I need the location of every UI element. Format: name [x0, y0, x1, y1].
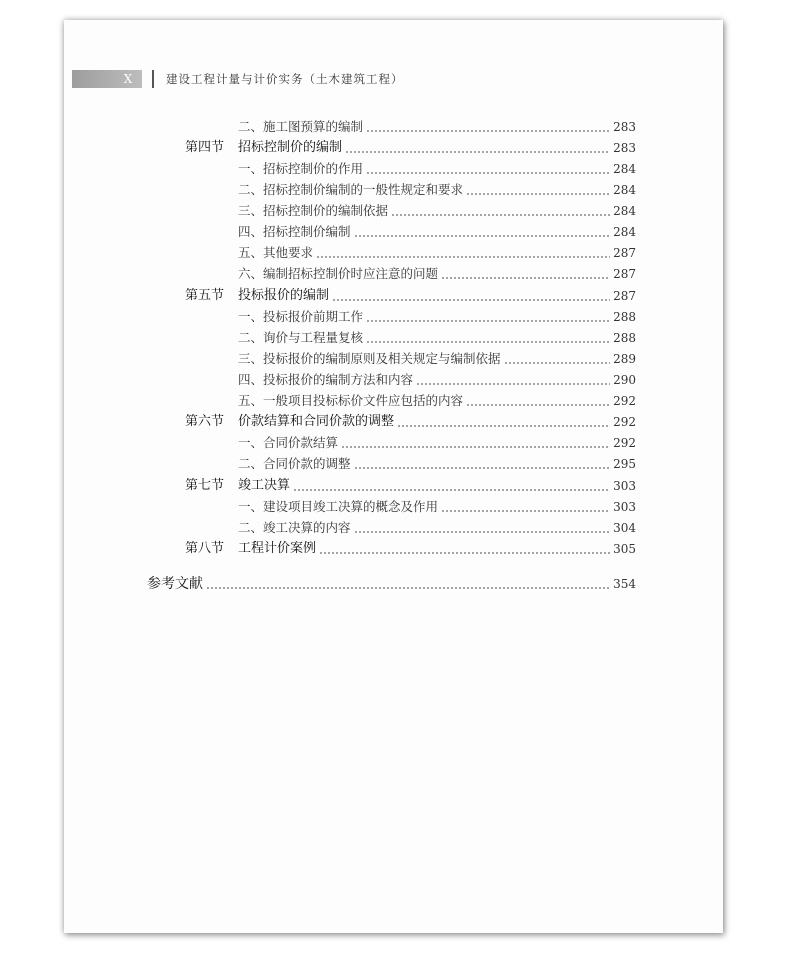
dot-leader — [332, 299, 610, 301]
toc-page-number: 283 — [613, 120, 636, 134]
toc-entry-title: 六、编制招标控制价时应注意的问题 — [238, 266, 439, 281]
dot-leader — [319, 552, 610, 554]
toc-page-number: 354 — [613, 577, 636, 591]
toc-page-number: 289 — [613, 352, 636, 366]
dot-leader — [345, 151, 610, 153]
toc-page-number: 287 — [613, 246, 636, 260]
toc-entry[interactable] — [238, 498, 636, 516]
toc-references[interactable] — [147, 575, 636, 593]
dot-leader — [466, 404, 610, 406]
dot-leader — [366, 341, 610, 343]
toc-entry[interactable] — [238, 455, 636, 473]
dot-leader — [316, 256, 610, 258]
dot-leader — [416, 383, 610, 385]
section-number: 第七节 — [185, 478, 225, 493]
toc-page-number: 303 — [613, 500, 636, 514]
toc-section[interactable] — [185, 540, 636, 558]
toc-entry-title: 二、招标控制价编制的一般性规定和要求 — [238, 182, 464, 197]
toc-entry-title: 一、招标控制价的作用 — [238, 161, 364, 176]
toc-page-number: 292 — [613, 436, 636, 450]
header-divider — [152, 70, 154, 88]
toc-entry[interactable] — [238, 371, 636, 389]
dot-leader — [441, 277, 610, 279]
toc-entry-title: 三、投标报价的编制原则及相关规定与编制依据 — [238, 351, 501, 366]
dot-leader — [206, 587, 610, 589]
toc-page-number: 295 — [613, 457, 636, 471]
dot-leader — [354, 531, 611, 533]
toc-entry-title: 五、一般项目投标标价文件应包括的内容 — [238, 393, 464, 408]
toc-page-number: 292 — [613, 394, 636, 408]
dot-leader — [397, 425, 610, 427]
section-title: 工程计价案例 — [238, 541, 317, 556]
toc-entry[interactable] — [238, 434, 636, 452]
section-number: 第五节 — [185, 288, 225, 303]
toc-entry-title: 二、询价与工程量复核 — [238, 330, 364, 345]
header-page-number: X — [123, 72, 133, 86]
toc-entry[interactable] — [238, 244, 636, 262]
toc-entry-title: 二、合同价款的调整 — [238, 456, 351, 471]
toc-entry-title: 一、合同价款结算 — [238, 435, 339, 450]
toc-page-number: 284 — [613, 225, 636, 239]
dot-leader — [366, 130, 610, 132]
toc-entry-title: 二、施工图预算的编制 — [238, 119, 364, 134]
toc-page-number: 284 — [613, 204, 636, 218]
dot-leader — [504, 362, 611, 364]
toc-section[interactable] — [185, 413, 636, 431]
dot-leader — [366, 320, 610, 322]
section-title: 招标控制价的编制 — [238, 140, 343, 155]
toc-entry-title: 三、招标控制价的编制依据 — [238, 203, 389, 218]
toc-page-number: 304 — [613, 521, 636, 535]
dot-leader — [441, 510, 610, 512]
dot-leader — [354, 235, 611, 237]
dot-leader — [391, 214, 610, 216]
toc-entry[interactable] — [238, 265, 636, 283]
toc-page-number: 292 — [613, 415, 636, 429]
section-number: 第六节 — [185, 414, 225, 429]
references-title: 参考文献 — [147, 576, 203, 592]
toc-entry[interactable] — [238, 392, 636, 410]
toc-page-number: 284 — [613, 183, 636, 197]
toc-entry[interactable] — [238, 519, 636, 537]
toc-entry[interactable] — [238, 329, 636, 347]
toc-entry[interactable] — [238, 223, 636, 241]
toc-entry-title: 一、投标报价前期工作 — [238, 309, 364, 324]
toc-entry-title: 四、招标控制价编制 — [238, 224, 351, 239]
section-number: 第八节 — [185, 541, 225, 556]
toc-page-number: 305 — [613, 542, 636, 556]
dot-leader — [366, 172, 610, 174]
section-number: 第四节 — [185, 140, 225, 155]
section-title: 竣工决算 — [238, 478, 291, 493]
dot-leader — [293, 489, 610, 491]
toc-entry[interactable] — [238, 160, 636, 178]
dot-leader — [341, 446, 610, 448]
dot-leader — [466, 193, 610, 195]
toc-entry[interactable] — [238, 181, 636, 199]
toc-entry-title: 二、竣工决算的内容 — [238, 520, 351, 535]
dot-leader — [354, 467, 611, 469]
section-title: 投标报价的编制 — [238, 288, 330, 303]
toc-entry-title: 四、投标报价的编制方法和内容 — [238, 372, 414, 387]
toc-page-number: 290 — [613, 373, 636, 387]
toc-section[interactable] — [185, 477, 636, 495]
toc-entry[interactable] — [238, 202, 636, 220]
toc-page-number: 284 — [613, 162, 636, 176]
running-header — [72, 70, 712, 88]
book-page — [64, 20, 723, 933]
header-book-title: 建设工程计量与计价实务（土木建筑工程） — [166, 72, 404, 86]
toc-entry[interactable] — [238, 308, 636, 326]
toc-page-number: 288 — [613, 310, 636, 324]
toc-entry-title: 五、其他要求 — [238, 245, 314, 260]
toc-entry-title: 一、建设项目竣工决算的概念及作用 — [238, 499, 439, 514]
toc-page-number: 283 — [613, 141, 636, 155]
toc-entry[interactable] — [238, 350, 636, 368]
toc-page-number: 287 — [613, 289, 636, 303]
toc-page-number: 287 — [613, 267, 636, 281]
toc-entry[interactable] — [238, 118, 636, 136]
toc-page-number: 288 — [613, 331, 636, 345]
toc-section[interactable] — [185, 287, 636, 305]
toc-page-number: 303 — [613, 479, 636, 493]
toc-section[interactable] — [185, 139, 636, 157]
section-title: 价款结算和合同价款的调整 — [238, 414, 395, 429]
